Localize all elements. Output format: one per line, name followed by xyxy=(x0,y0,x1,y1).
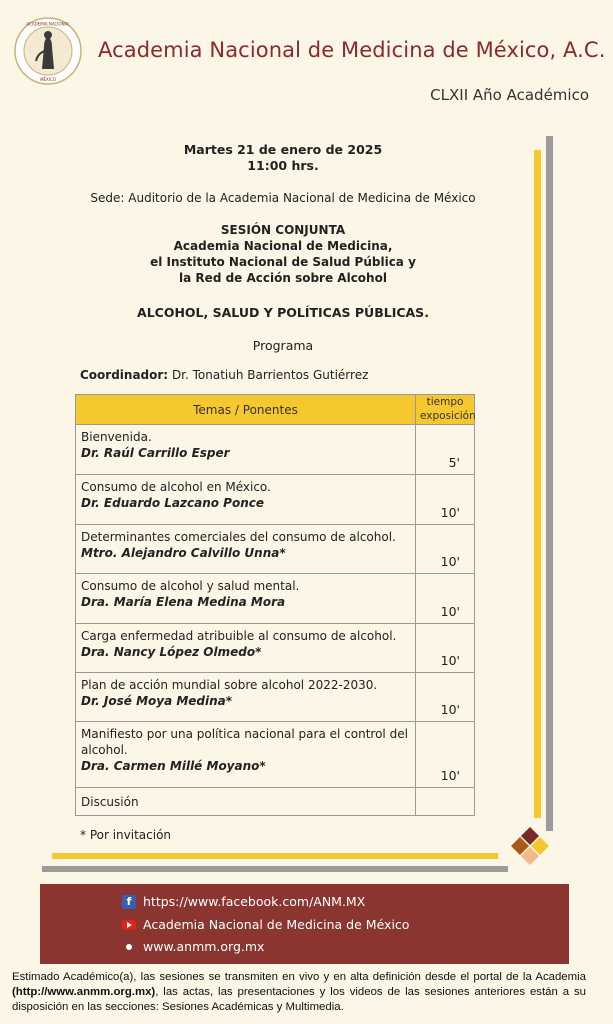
event-title: ALCOHOL, SALUD Y POLÍTICAS PÚBLICAS. xyxy=(137,305,429,320)
coordinator xyxy=(80,368,368,382)
row-topic xyxy=(76,673,416,722)
row-time xyxy=(416,788,475,816)
row-title: Carga enfermedad atribuible al consumo de alcohol. xyxy=(81,629,397,643)
table-row xyxy=(76,722,475,788)
row-speaker: Dr. Raúl Carrillo Esper xyxy=(81,446,230,460)
row-topic xyxy=(76,624,416,673)
diamond-ornament-icon xyxy=(508,827,554,869)
row-topic xyxy=(76,525,416,574)
table-row xyxy=(76,788,475,816)
row-title: Consumo de alcohol y salud mental. xyxy=(81,579,300,593)
row-title: Bienvenida. xyxy=(81,430,152,444)
table-header-row xyxy=(76,395,475,425)
session-line: el Instituto Nacional de Salud Pública y xyxy=(150,255,416,269)
facebook-icon: f xyxy=(122,895,136,909)
organization-title: Academia Nacional de Medicina de México, A.C. xyxy=(98,38,606,62)
row-speaker: Mtro. Alejandro Calvillo Unna* xyxy=(81,546,286,560)
youtube-icon xyxy=(122,920,136,930)
website-url[interactable]: www.anmm.org.mx xyxy=(143,939,265,954)
header-topics: Temas / Ponentes xyxy=(76,395,416,425)
row-time: 10' xyxy=(416,475,475,525)
social-links-panel xyxy=(40,884,569,964)
row-topic xyxy=(76,425,416,475)
row-time: 10' xyxy=(416,574,475,624)
table-row xyxy=(76,673,475,722)
row-title: Consumo de alcohol en México. xyxy=(81,480,271,494)
row-speaker: Dr. Eduardo Lazcano Ponce xyxy=(81,496,264,510)
row-speaker: Dr. José Moya Medina* xyxy=(81,694,233,708)
decorative-gray-vertical-bar xyxy=(546,136,553,831)
svg-text:ACADEMIA NACIONAL: ACADEMIA NACIONAL xyxy=(26,21,70,27)
row-time: 10' xyxy=(416,525,475,574)
svg-text:MÉXICO: MÉXICO xyxy=(40,77,56,82)
academic-year: CLXII Año Académico xyxy=(430,86,589,104)
row-speaker: Dra. María Elena Medina Mora xyxy=(81,595,286,609)
agenda-table xyxy=(75,394,475,816)
row-speaker: Dra. Nancy López Olmedo* xyxy=(81,645,262,659)
row-topic xyxy=(76,475,416,525)
session-line: Academia Nacional de Medicina, xyxy=(173,239,393,253)
footnote: * Por invitación xyxy=(80,828,172,842)
academy-seal-logo xyxy=(14,17,82,85)
row-time: 10' xyxy=(416,722,475,788)
decorative-yellow-vertical-bar xyxy=(534,150,541,818)
row-speaker: Dra. Carmen Millé Moyano* xyxy=(81,759,266,773)
row-title: Discusión xyxy=(81,794,139,809)
table-row xyxy=(76,525,475,574)
youtube-channel[interactable]: Academia Nacional de Medicina de México xyxy=(143,917,410,932)
coordinator-name: Dr. Tonatiuh Barrientos Gutiérrez xyxy=(171,368,369,382)
youtube-link[interactable] xyxy=(122,917,409,932)
coordinator-label: Coordinador: xyxy=(80,368,169,382)
row-topic xyxy=(76,788,416,816)
program-label: Programa xyxy=(252,338,314,353)
decorative-gray-horizontal-bar xyxy=(42,866,508,872)
table-row xyxy=(76,624,475,673)
event-time: 11:00 hrs. xyxy=(247,158,319,173)
table-row xyxy=(76,574,475,624)
row-time: 10' xyxy=(416,673,475,722)
website-link[interactable] xyxy=(122,939,264,954)
row-topic xyxy=(76,722,416,788)
bullet-icon xyxy=(126,944,132,950)
streaming-notice xyxy=(12,970,586,1015)
row-time: 5' xyxy=(416,425,475,475)
session-line: SESIÓN CONJUNTA xyxy=(220,223,346,237)
event-date: Martes 21 de enero de 2025 xyxy=(183,142,383,157)
header-time: tiempo exposición xyxy=(416,395,475,425)
row-time: 10' xyxy=(416,624,475,673)
session-line: la Red de Acción sobre Alcohol xyxy=(179,271,387,285)
table-row xyxy=(76,425,475,475)
table-row xyxy=(76,475,475,525)
notice-text: Estimado Académico(a), las sesiones se transmiten en vivo y en alta definición desde el portal de la Academia xyxy=(12,971,586,983)
facebook-url[interactable]: https://www.facebook.com/ANM.MX xyxy=(143,894,366,909)
event-venue: Sede: Auditorio de la Academia Nacional de Medicina de México xyxy=(90,191,476,205)
row-title: Determinantes comerciales del consumo de alcohol. xyxy=(81,530,396,544)
decorative-yellow-horizontal-bar xyxy=(52,853,498,859)
facebook-link[interactable] xyxy=(122,894,365,909)
row-title: Plan de acción mundial sobre alcohol 2022-2030. xyxy=(81,678,378,692)
row-title: Manifiesto por una política nacional para el control del alcohol. xyxy=(81,727,408,757)
row-topic xyxy=(76,574,416,624)
portal-link[interactable]: (http://www.anmm.org.mx) xyxy=(12,986,156,998)
notice-text: , las actas, las presentaciones y los videos de las sesiones anteriores están a su disposición en las secciones: Sesiones Académicas y Multimedia. xyxy=(12,986,586,1013)
